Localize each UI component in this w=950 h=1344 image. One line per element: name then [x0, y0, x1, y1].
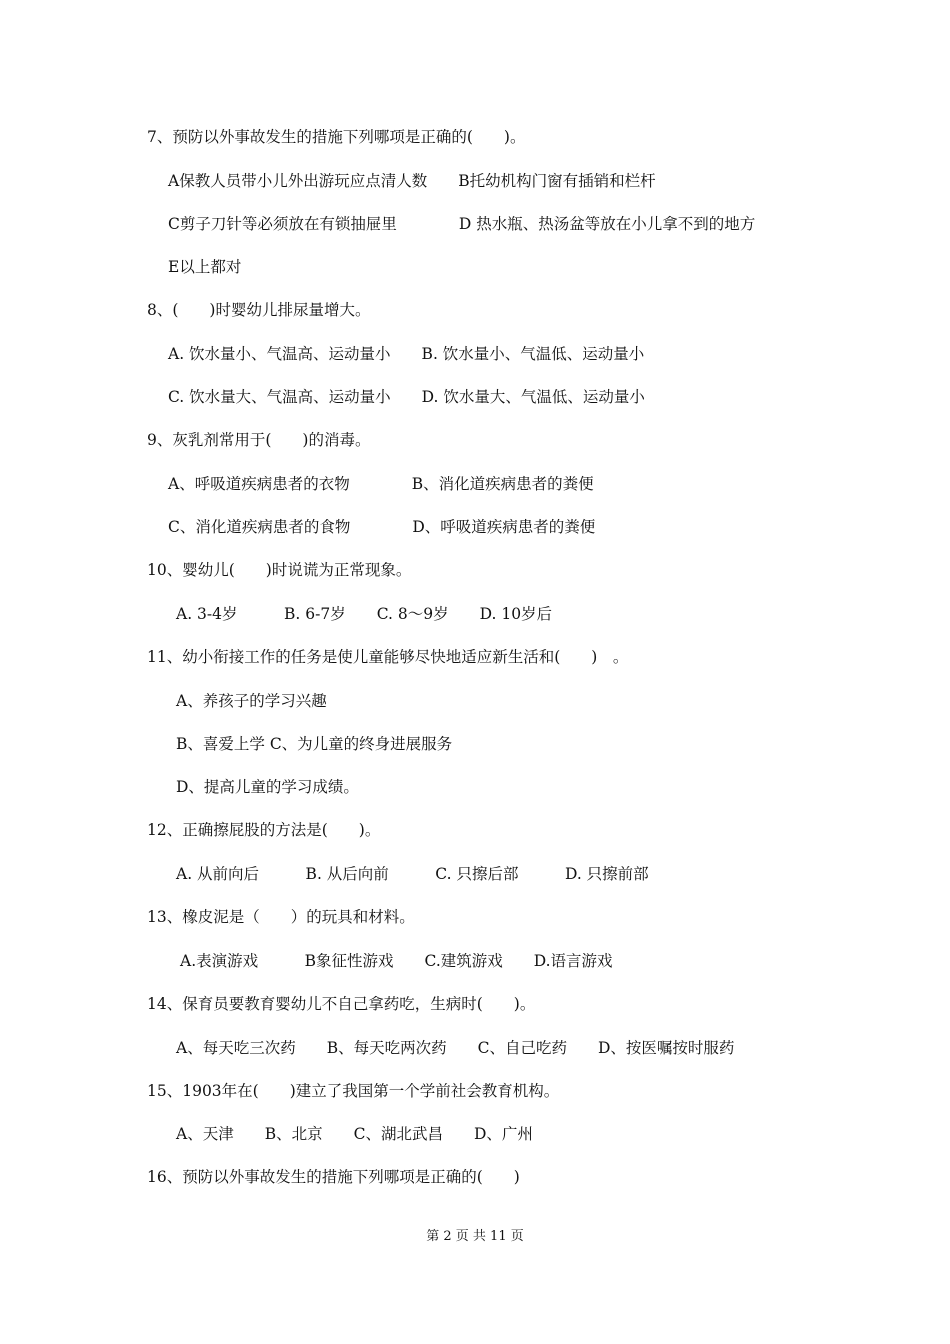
question-stem: 16、预防以外事故发生的措施下列哪项是正确的( )	[147, 1168, 520, 1186]
question-stem: 7、预防以外事故发生的措施下列哪项是正确的( )。	[147, 128, 526, 146]
question-stem: 13、橡皮泥是（ ）的玩具和材料。	[147, 908, 415, 926]
question-stem: 14、保育员要教育婴幼儿不自己拿药吃，生病时( )。	[147, 995, 536, 1013]
question-option: C. 饮水量大、气温高、运动量小 D. 饮水量大、气温低、运动量小	[168, 388, 645, 406]
question-option: A保教人员带小儿外出游玩应点清人数 B托幼机构门窗有插销和栏杆	[168, 172, 656, 190]
question-option: E以上都对	[168, 258, 242, 276]
question-option: A. 饮水量小、气温高、运动量小 B. 饮水量小、气温低、运动量小	[168, 345, 645, 363]
question-stem: 12、正确擦屁股的方法是( )。	[147, 821, 381, 839]
question-option: A. 从前向后 B. 从后向前 C. 只擦后部 D. 只擦前部	[176, 865, 649, 883]
question-option: A. 3-4岁 B. 6-7岁 C. 8～9岁 D. 10岁后	[176, 605, 553, 623]
question-option: A.表演游戏 B象征性游戏 C.建筑游戏 D.语言游戏	[180, 952, 613, 970]
question-option: A、天津 B、北京 C、湖北武昌 D、广州	[176, 1125, 533, 1143]
question-stem: 11、幼小衔接工作的任务是使儿童能够尽快地适应新生活和( ) 。	[147, 648, 629, 666]
question-option: A、呼吸道疾病患者的衣物 B、消化道疾病患者的粪便	[168, 475, 594, 493]
page-number-footer: 第 2 页 共 11 页	[426, 1229, 524, 1244]
question-option: A、每天吃三次药 B、每天吃两次药 C、自己吃药 D、按医嘱按时服药	[176, 1039, 735, 1057]
question-stem: 8、( )时婴幼儿排尿量增大。	[147, 301, 371, 319]
question-stem: 9、灰乳剂常用于( )的消毒。	[147, 431, 371, 449]
question-option: C、消化道疾病患者的食物 D、呼吸道疾病患者的粪便	[168, 518, 596, 536]
question-stem: 15、1903年在( )建立了我国第一个学前社会教育机构。	[147, 1082, 560, 1100]
question-option: D、提高儿童的学习成绩。	[176, 778, 359, 796]
question-option: C剪子刀针等必须放在有锁抽屉里 D 热水瓶、热汤盆等放在小儿拿不到的地方	[168, 215, 756, 233]
question-option: B、喜爱上学 C、为儿童的终身进展服务	[176, 735, 453, 753]
question-option: A、养孩子的学习兴趣	[176, 692, 327, 710]
question-stem: 10、婴幼儿( )时说谎为正常现象。	[147, 561, 412, 579]
